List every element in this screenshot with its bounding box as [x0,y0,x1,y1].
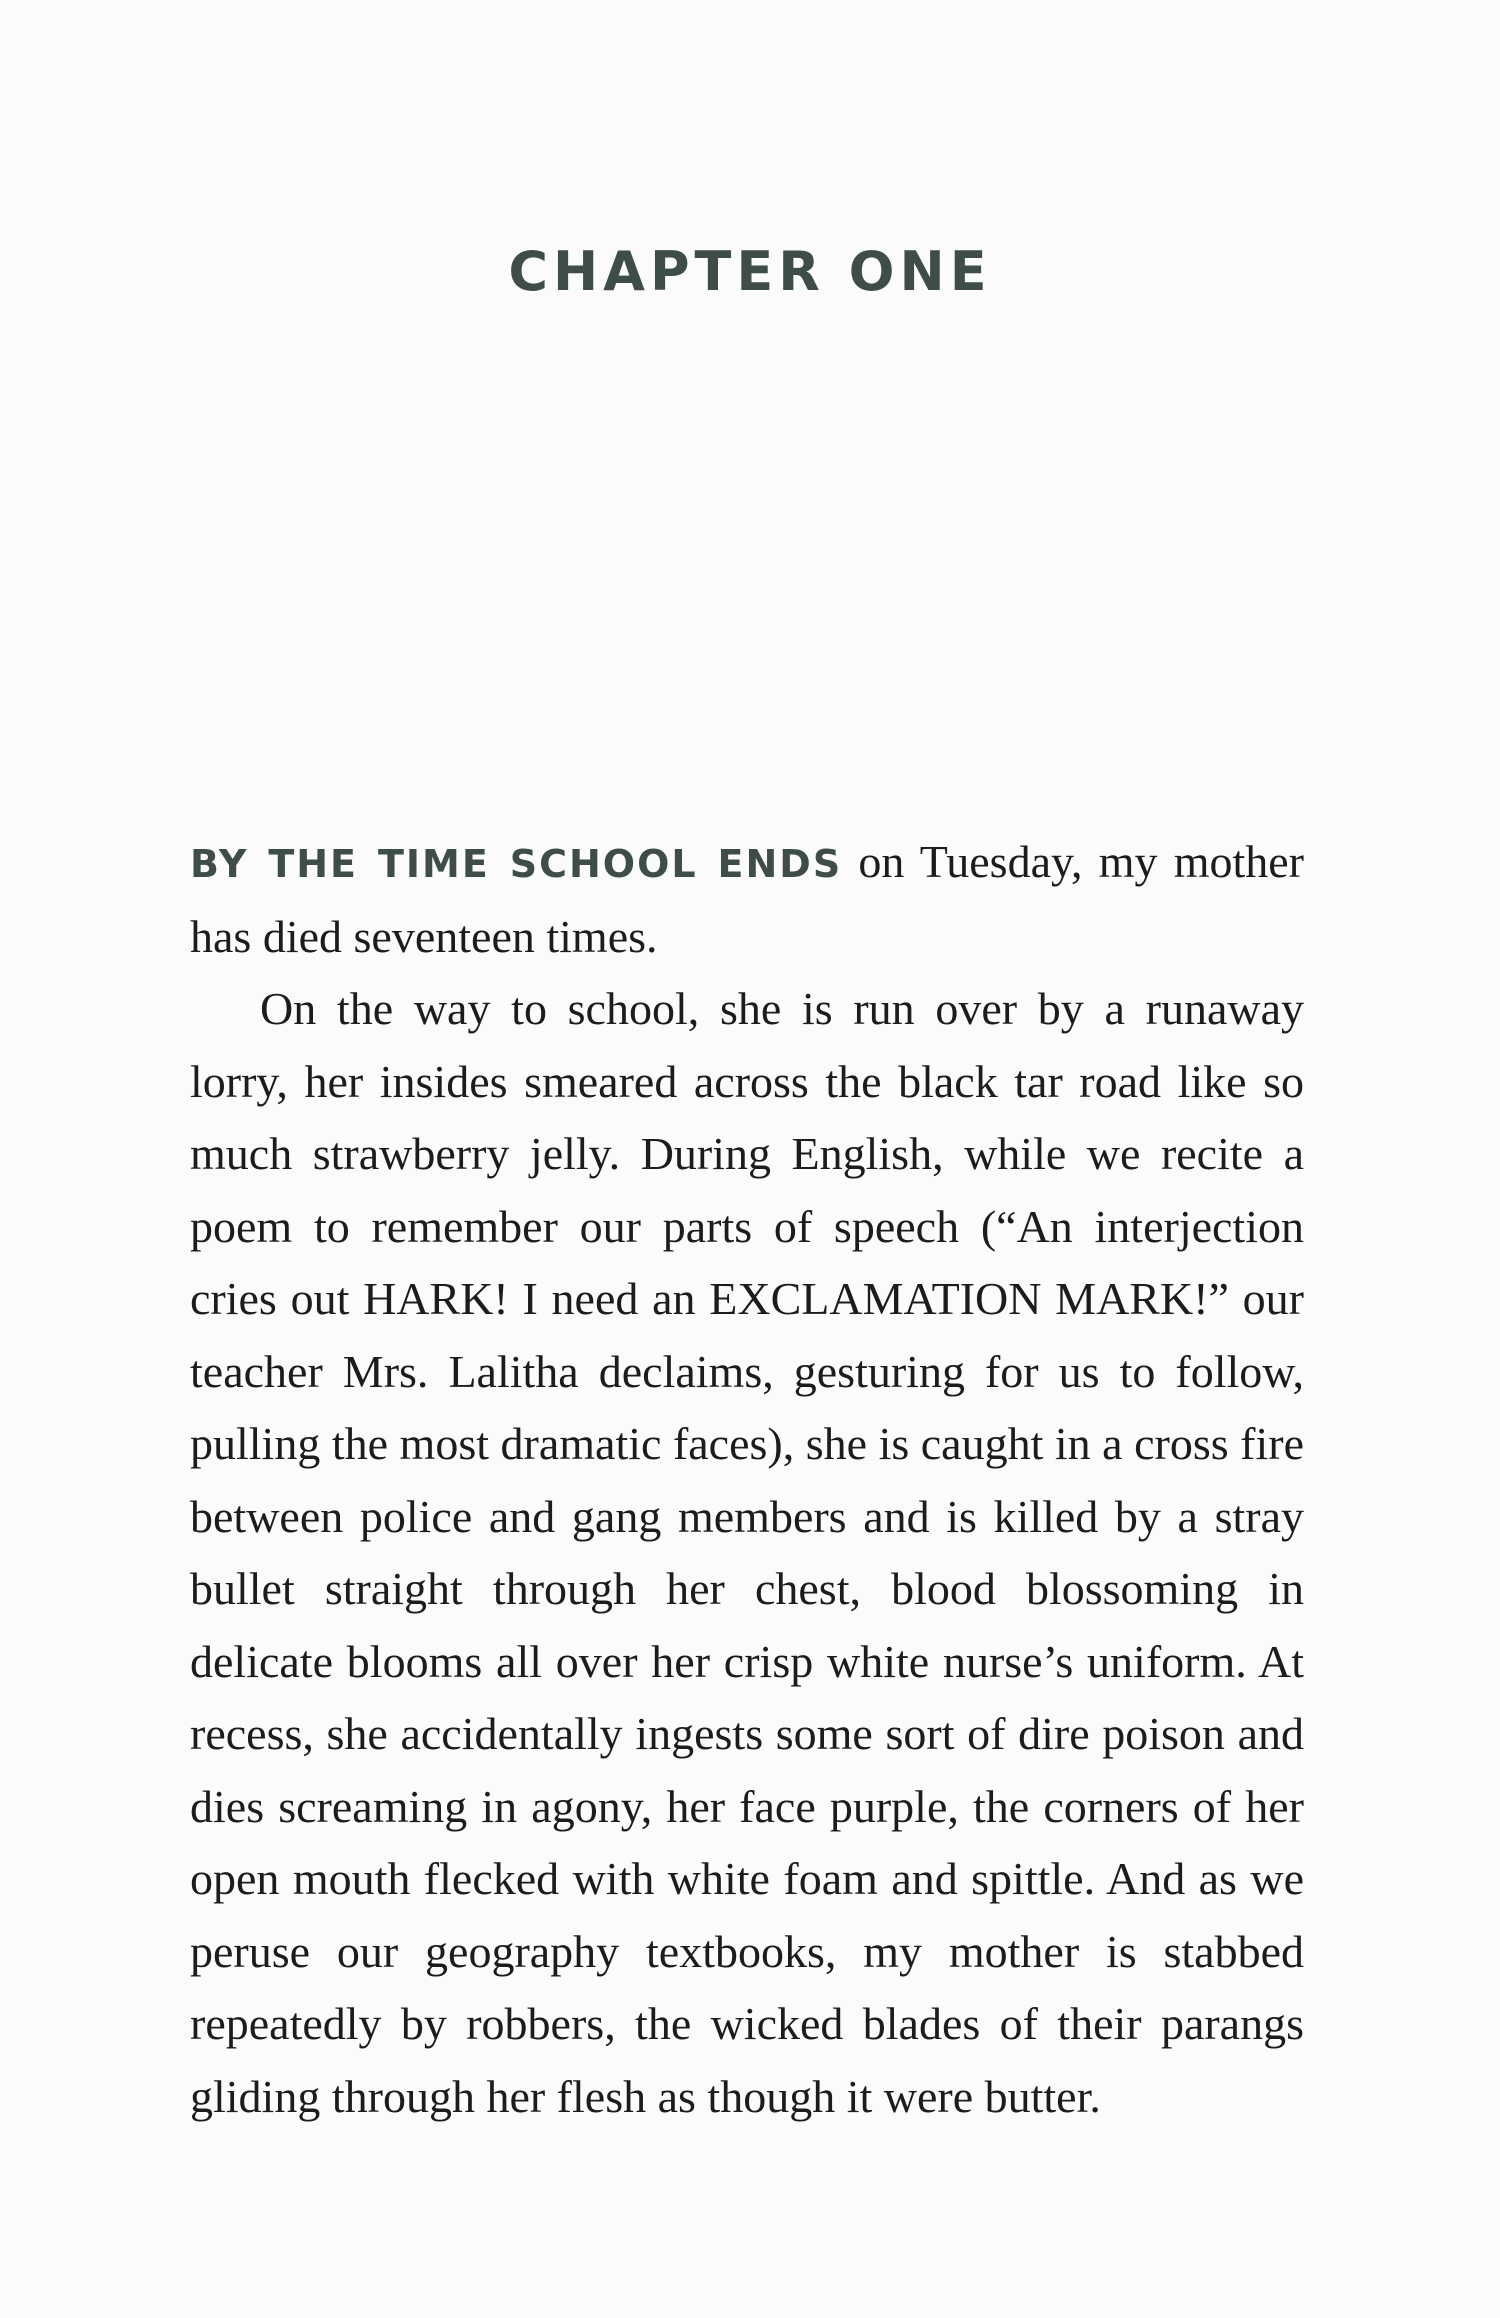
chapter-body [190,826,1304,2133]
chapter-title: CHAPTER ONE [508,240,992,303]
paragraph-2: On the way to school, she is run over by a runaway lorry, her insides smeared across the black tar road like so much strawberry jelly. During English, while we recite a poem to remember our parts of speech (“An interjection cries out HARK! I need an EXCLAMATION MARK!” our teacher Mrs. Lalitha declaims, gesturing for us to follow, pulling the most dramatic faces), she is caught in a cross fire between police and gang members and is killed by a stray bullet straight through her chest, blood blossoming in delicate blooms all over her crisp white nurse’s uniform. At recess, she accidentally ingests some sort of dire poison and dies screaming in agony, her face purple, the corners of her open mouth flecked with white foam and spittle. And as we peruse our geography textbooks, my mother is stabbed repeatedly by robbers, the wicked blades of their parangs gliding through her flesh as though it were butter. [190,983,1304,2122]
lead-in-small-caps: BY THE TIME SCHOOL ENDS [190,842,843,886]
paragraph-1 [190,826,1304,973]
paragraph-1-text: on Tuesday, my mother has died seventeen times. [190,836,1304,962]
